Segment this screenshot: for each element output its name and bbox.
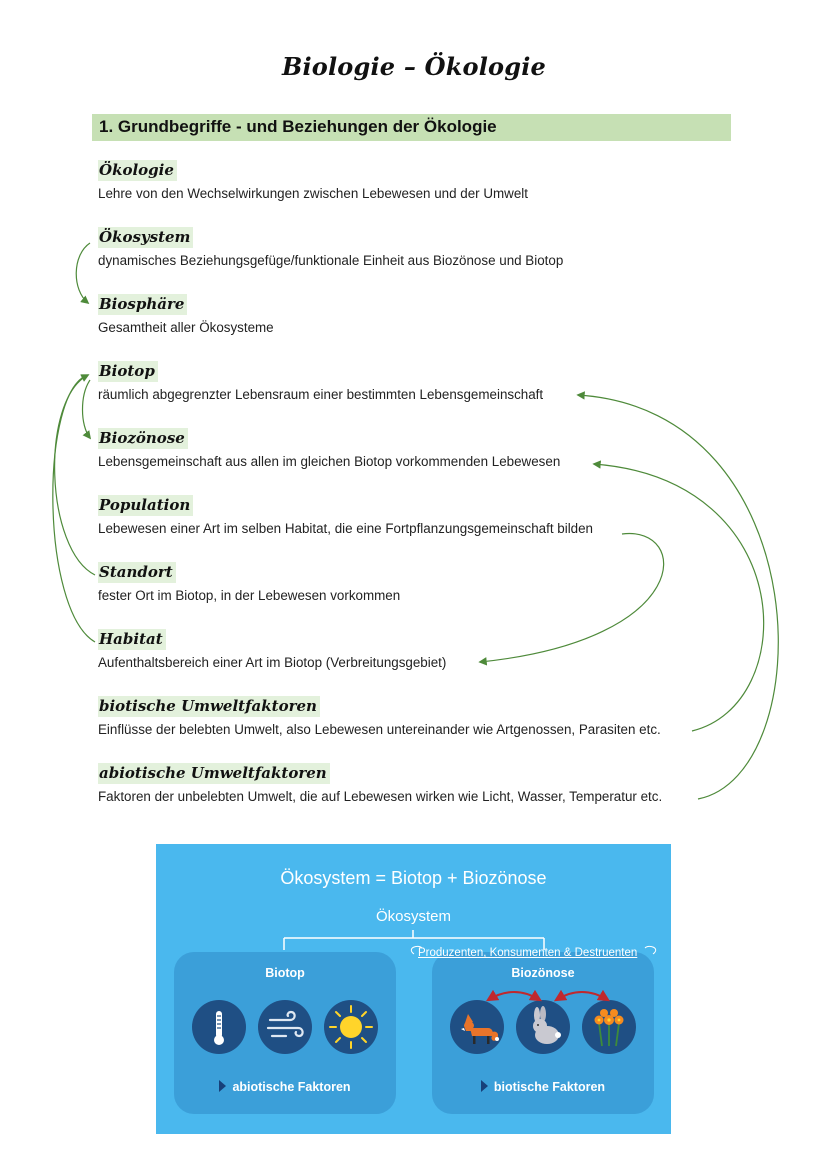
arrow-abiotisch-biotop	[578, 395, 778, 799]
abiotic-factors-caption: abiotische Faktoren	[174, 1080, 396, 1094]
term-definition: räumlich abgegrenzter Lebensraum einer bestimmten Lebensgemeinschaft	[98, 387, 544, 402]
term-definition: Lehre von den Wechselwirkungen zwischen Lebewesen und der Umwelt	[98, 186, 528, 201]
term-name: Ökologie	[98, 160, 177, 181]
ecosystem-diagram	[156, 844, 671, 1134]
biozoenose-label: Biozönose	[511, 966, 575, 980]
biotop-label: Biotop	[265, 966, 305, 980]
term-name: Standort	[98, 562, 176, 583]
biotic-factors-caption: biotische Faktoren	[432, 1080, 654, 1094]
term-definition: Aufenthaltsbereich einer Art im Biotop (Verbreitungsgebiet)	[98, 655, 447, 670]
arrow-biotop-biozoenose	[83, 380, 91, 438]
term-name: abiotische Umweltfaktoren	[98, 763, 330, 784]
arrow-habitat-biotop	[53, 375, 95, 642]
term-definition: Lebewesen einer Art im selben Habitat, die eine Fortpflanzungsgemeinschaft bilden	[98, 521, 594, 536]
arrow-oekosystem-biosphaere	[76, 243, 90, 303]
term-name: biotische Umweltfaktoren	[98, 696, 320, 717]
diagram-root-label: Ökosystem	[375, 908, 451, 925]
organism-groups-note: Produzenten, Konsumenten & Destruenten	[418, 947, 638, 959]
term-name: Population	[98, 495, 193, 516]
term-name: Biozönose	[98, 428, 188, 449]
document-title: Biologie – Ökologie	[281, 52, 547, 81]
arrow-population-habitat	[480, 533, 664, 662]
term-definition: Gesamtheit aller Ökosysteme	[98, 320, 274, 335]
term-definition: fester Ort im Biotop, in der Lebewesen vorkommen	[98, 588, 401, 603]
term-definition: Lebensgemeinschaft aus allen im gleichen Biotop vorkommenden Lebewesen	[98, 454, 561, 469]
term-name: Biotop	[98, 361, 158, 382]
term-definition: Einflüsse der belebten Umwelt, also Lebewesen untereinander wie Artgenossen, Parasiten etc.	[98, 722, 661, 737]
term-definition: dynamisches Beziehungsgefüge/funktionale Einheit aus Biozönose und Biotop	[98, 253, 564, 268]
diagram-title: Ökosystem = Biotop + Biozönose	[280, 868, 547, 888]
section-heading: 1. Grundbegriffe - und Beziehungen der Ökologie	[92, 114, 731, 141]
arrow-standort-biotop	[55, 375, 95, 575]
term-name: Biosphäre	[98, 294, 187, 315]
relation-arrows	[156, 844, 671, 1134]
arrow-biotisch-biozoenose	[594, 464, 764, 731]
term-definition: Faktoren der unbelebten Umwelt, die auf Lebewesen wirken wie Licht, Wasser, Temperatur etc.	[98, 789, 663, 804]
term-name: Habitat	[98, 629, 166, 650]
term-name: Ökosystem	[98, 227, 193, 248]
